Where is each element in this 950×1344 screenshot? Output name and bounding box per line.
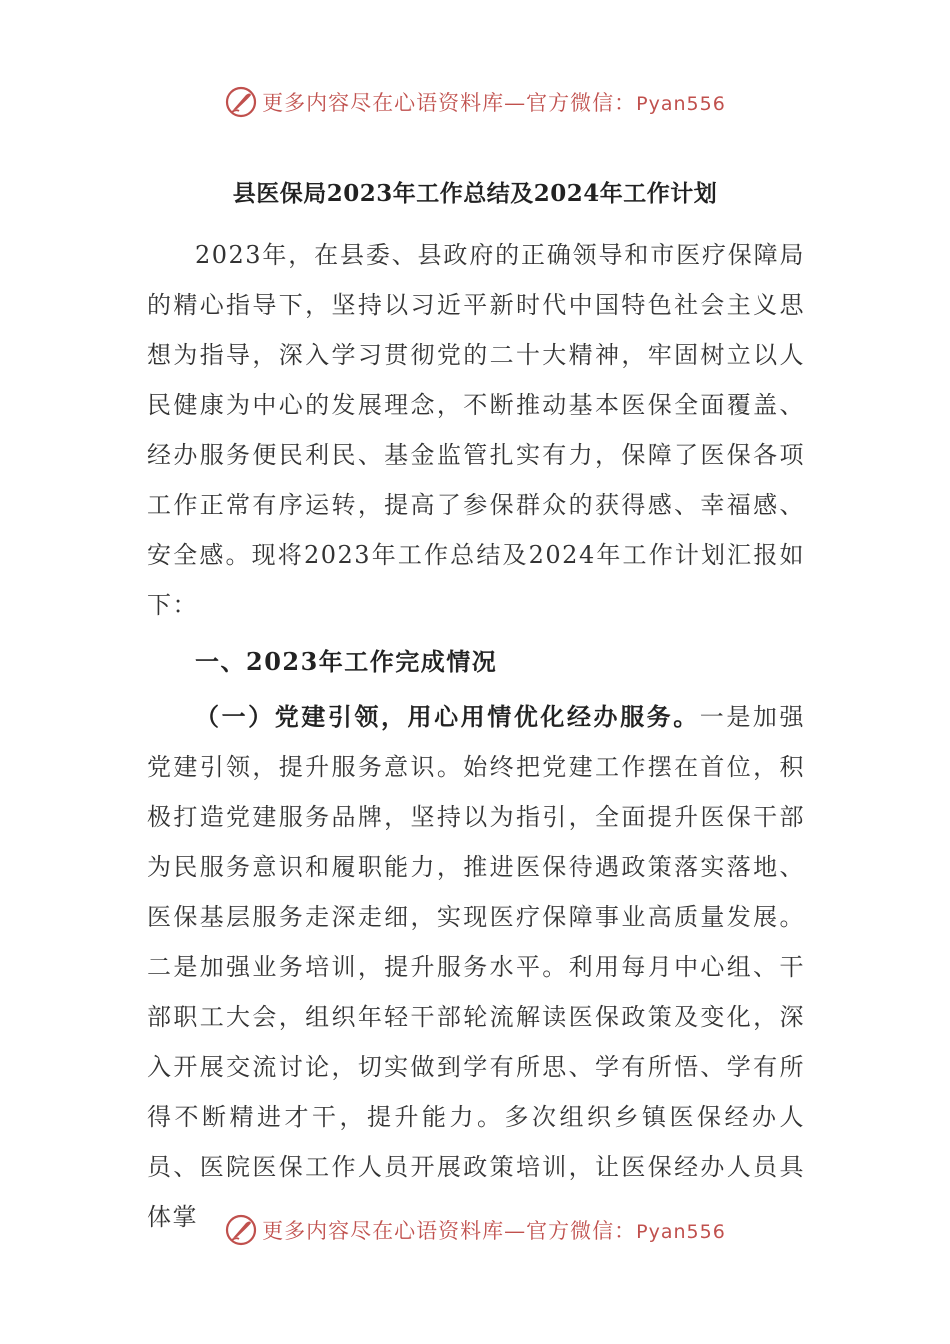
- intro-paragraph: 2023年，在县委、县政府的正确领导和市医疗保障局的精心指导下，坚持以习近平新时代中国特色社会主义思想为指导，深入学习贯彻党的二十大精神，牢固树立以人民健康为中心的发展理念，不断推动基本医保全面覆盖、经办服务便民利民、基金监管扎实有力，保障了医保各项工作正常有序运转，提高了参保群众的获得感、幸福感、安全感。现将2023年工作总结及2024年工作计划汇报如下：: [147, 241, 805, 619]
- footer-watermark-banner: [0, 1210, 950, 1250]
- subsection-heading: （一）党建引领，用心用情优化经办服务。: [195, 702, 700, 731]
- quill-logo-icon: [224, 85, 258, 119]
- banner-wechat-id: Pyan556: [636, 93, 726, 115]
- quill-logo-icon: [224, 1213, 258, 1247]
- subsection-body: 一是加强党建引领，提升服务意识。始终把党建工作摆在首位，积极打造党建服务品牌，坚持以为指引，全面提升医保干部为民服务意识和履职能力，推进医保待遇政策落实落地、医保基层服务走深走细，实现医疗保障事业高质量发展。二是加强业务培训，提升服务水平。利用每月中心组、干部职工大会，组织年轻干部轮流解读医保政策及变化，深入开展交流讨论，切实做到学有所思、学有所悟、学有所得不断精进才干，提升能力。多次组织乡镇医保经办人员、医院医保工作人员开展政策培训，让医保经办人员具体掌: [147, 703, 806, 1231]
- document-body: [147, 230, 805, 1242]
- section-heading: 一、2023年工作完成情况: [195, 647, 498, 676]
- subsection-paragraph: [147, 692, 805, 1242]
- banner-text: [262, 87, 726, 117]
- banner-wechat-id: Pyan556: [636, 1221, 726, 1243]
- banner-text: [262, 1215, 726, 1245]
- banner-label: 更多内容尽在心语资料库—官方微信：: [262, 91, 637, 115]
- header-watermark-banner: [0, 82, 950, 122]
- banner-label: 更多内容尽在心语资料库—官方微信：: [262, 1219, 637, 1243]
- document-title: 县医保局2023年工作总结及2024年工作计划: [232, 180, 718, 207]
